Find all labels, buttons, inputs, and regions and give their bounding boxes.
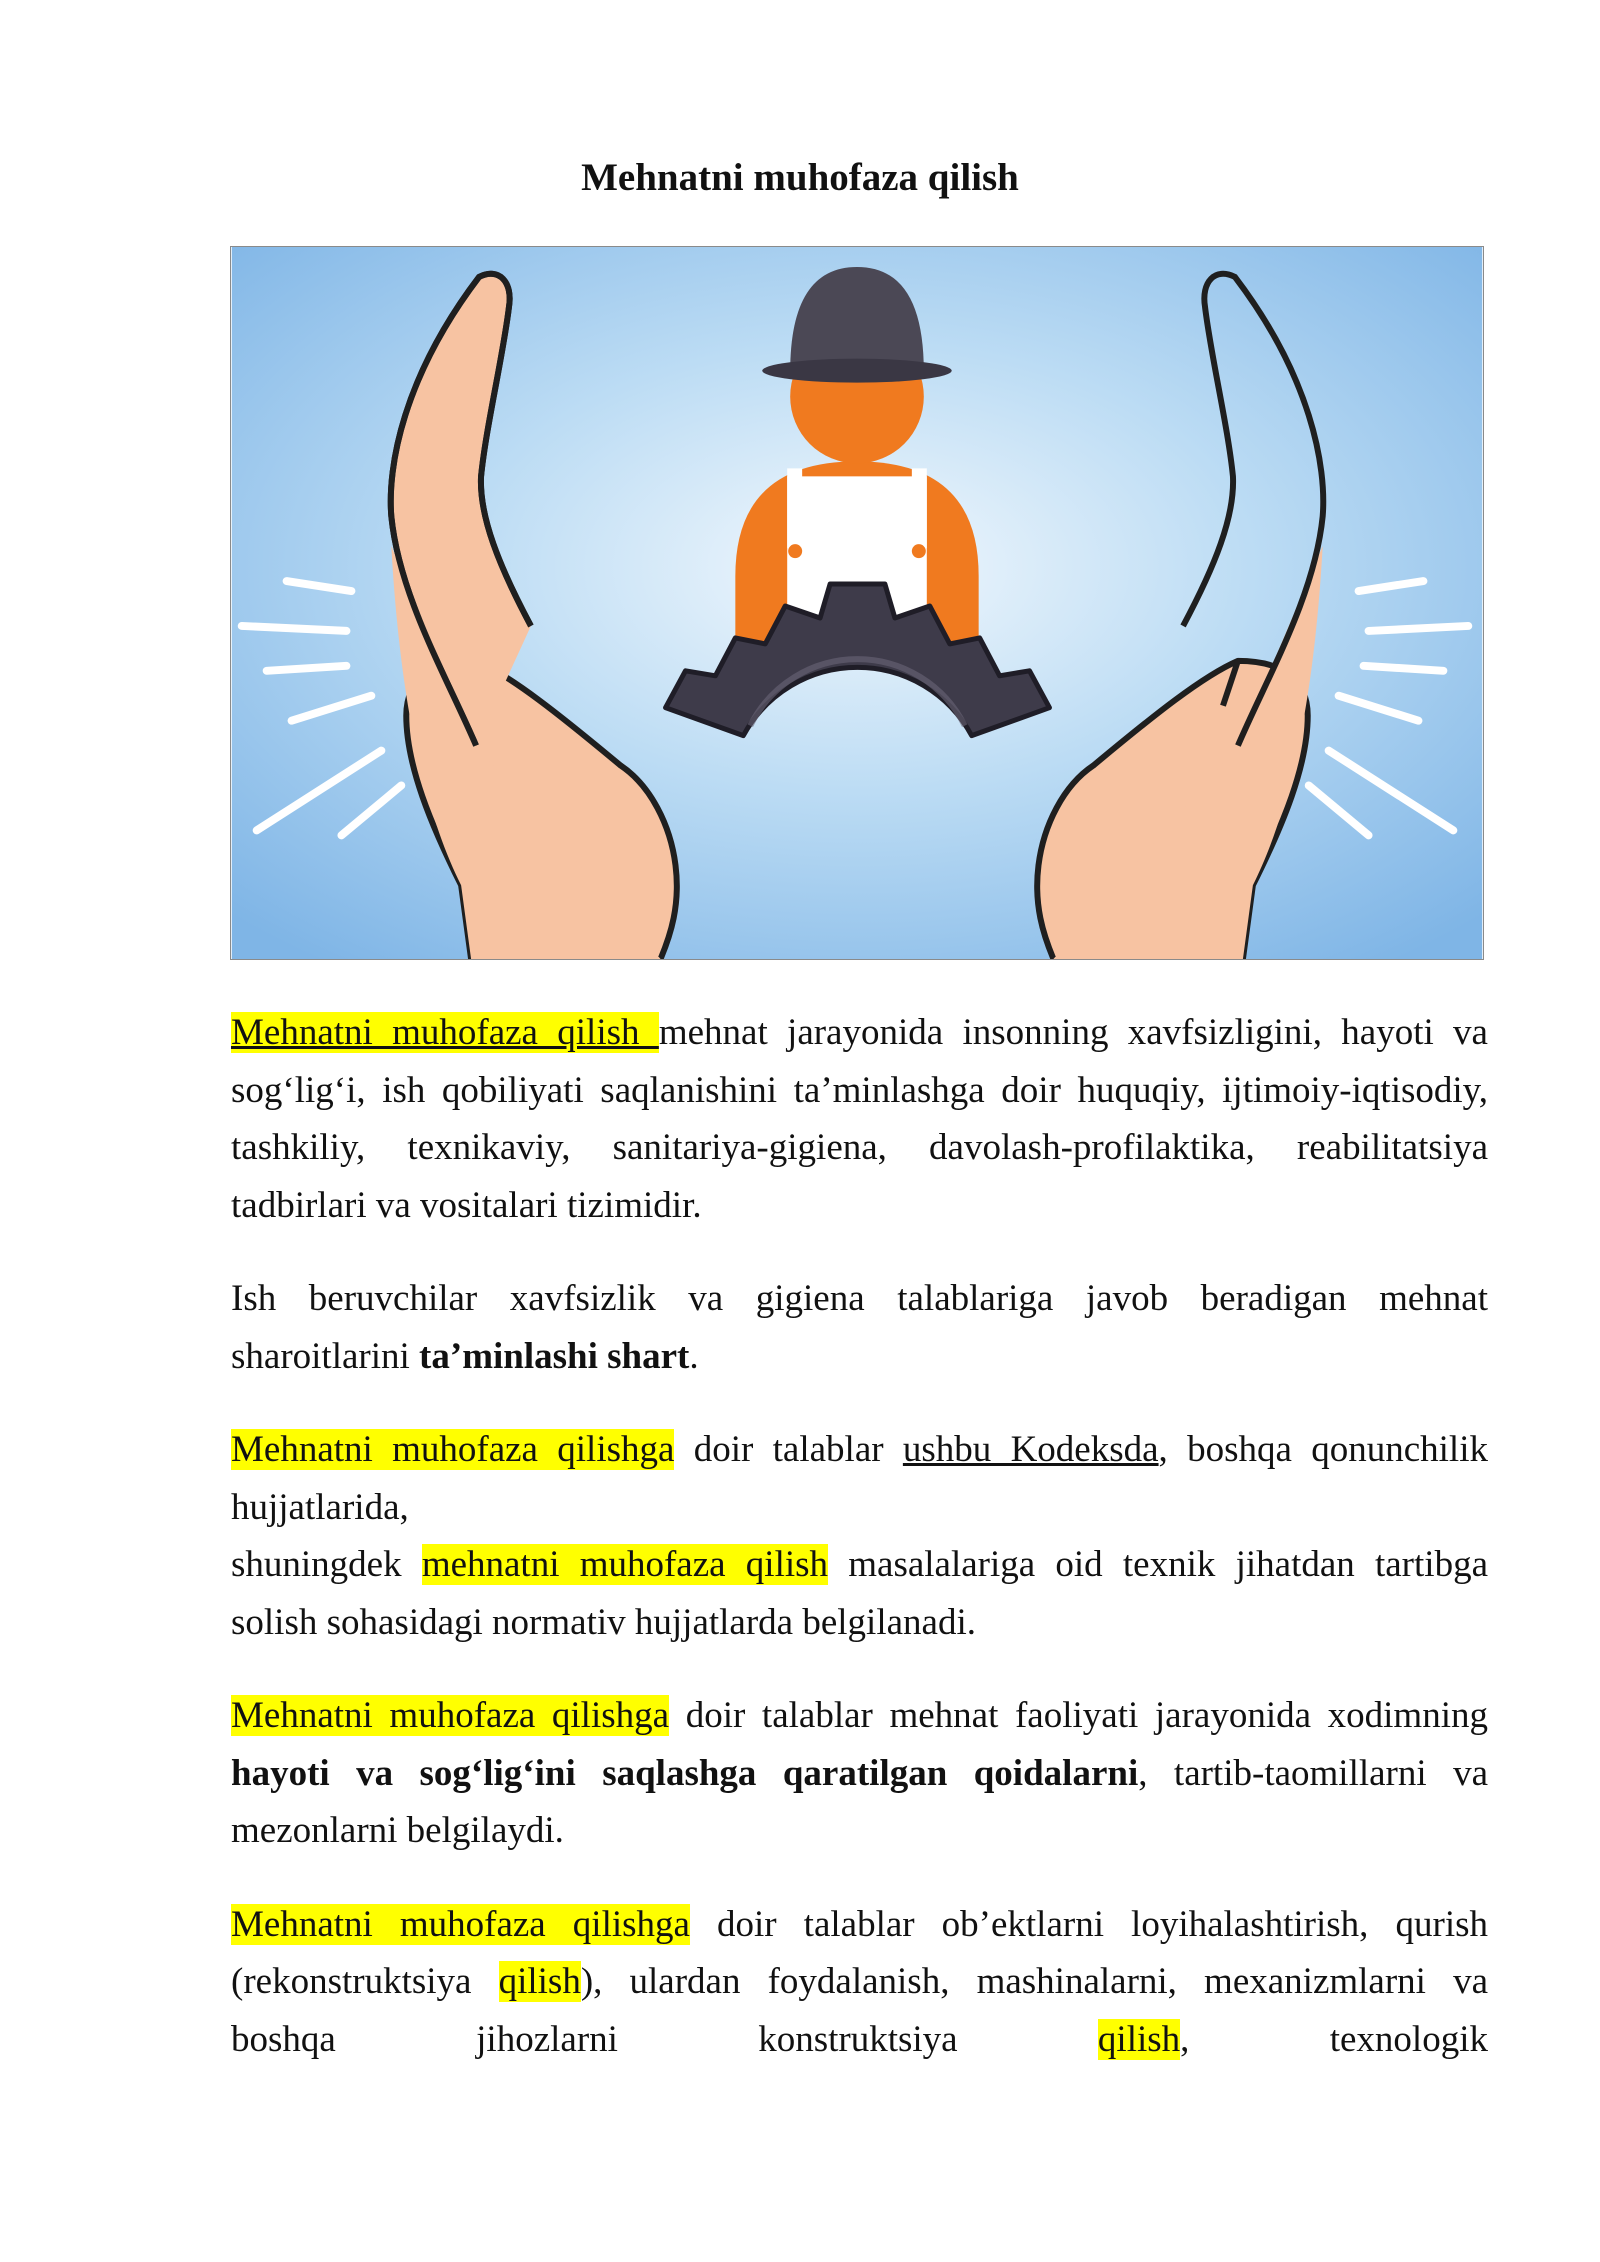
highlighted-term: Mehnatni muhofaza qilishga <box>231 1903 690 1945</box>
paragraph-text: doir talablar ob’ektlarni loyihalashtirish, qurish (rekonstruktsiya <box>231 1903 1488 2002</box>
highlighted-term: qilish <box>498 1961 581 2002</box>
paragraph-text: , boshqa qonunchilik hujjatlarida, <box>231 1429 1488 1528</box>
bold-phrase: hayoti va sog‘lig‘ini saqlashga qaratilgan qoidalarni <box>231 1752 1139 1794</box>
paragraph-text: ), ulardan foydalanish, mashinalarni, mexanizmlarni va boshqa jihozlarni konstruktsiya <box>231 1961 1488 2060</box>
paragraph-1 <box>231 1004 1488 1234</box>
highlighted-term: Mehnatni muhofaza qilish <box>231 1012 659 1053</box>
document-title: Mehnatni muhofaza qilish <box>581 156 1019 199</box>
paragraph-text: . <box>689 1335 699 1377</box>
paragraph-text: doir talablar mehnat faoliyati jarayonida xodimning <box>669 1695 1488 1736</box>
highlighted-term: qilish <box>1097 2018 1181 2060</box>
paragraph-4 <box>231 1687 1488 1860</box>
illustration-image <box>230 246 1484 960</box>
paragraph-text: doir talablar <box>674 1429 903 1470</box>
highlighted-term: mehnatni muhofaza qilish <box>421 1544 829 1585</box>
paragraph-text: , texnologik <box>1180 2018 1488 2060</box>
paragraph-text: shuningdek <box>231 1544 422 1585</box>
paragraph-3 <box>231 1421 1488 1651</box>
link-ushbu-kodeksda[interactable]: ushbu Kodeksda <box>902 1429 1159 1470</box>
paragraph-text: masalalariga oid texnik jihatdan tartibga solish sohasidagi normativ hujjatlarda belgilanadi. <box>231 1544 1488 1643</box>
highlighted-term: Mehnatni muhofaza qilishga <box>231 1429 675 1470</box>
document-body <box>231 1004 1488 2104</box>
paragraph-text: , tartib-taomillarni va mezonlarni belgilaydi. <box>231 1752 1489 1851</box>
paragraph-text: mehnat jarayonida insonning xavfsizligini, hayoti va sog‘lig‘i, ish qobiliyati saqlanishini ta’minlashga doir huquqiy, ijtimoiy-iqtisodiy, tashkiliy, texnikaviy, sanitariya-gigiena, davolash-profilaktika, reabilitatsiya tadbirlari va vositalari tizimidir. <box>231 1012 1488 1226</box>
paragraph-2 <box>231 1270 1488 1385</box>
highlighted-term: Mehnatni muhofaza qilishga <box>231 1695 670 1736</box>
paragraph-text: Ish beruvchilar xavfsizlik va gigiena talablariga javob beradigan mehnat sharoitlarini <box>231 1278 1488 1377</box>
bold-phrase: ta’minlashi shart <box>419 1335 690 1377</box>
paragraph-5 <box>231 1896 1488 2069</box>
